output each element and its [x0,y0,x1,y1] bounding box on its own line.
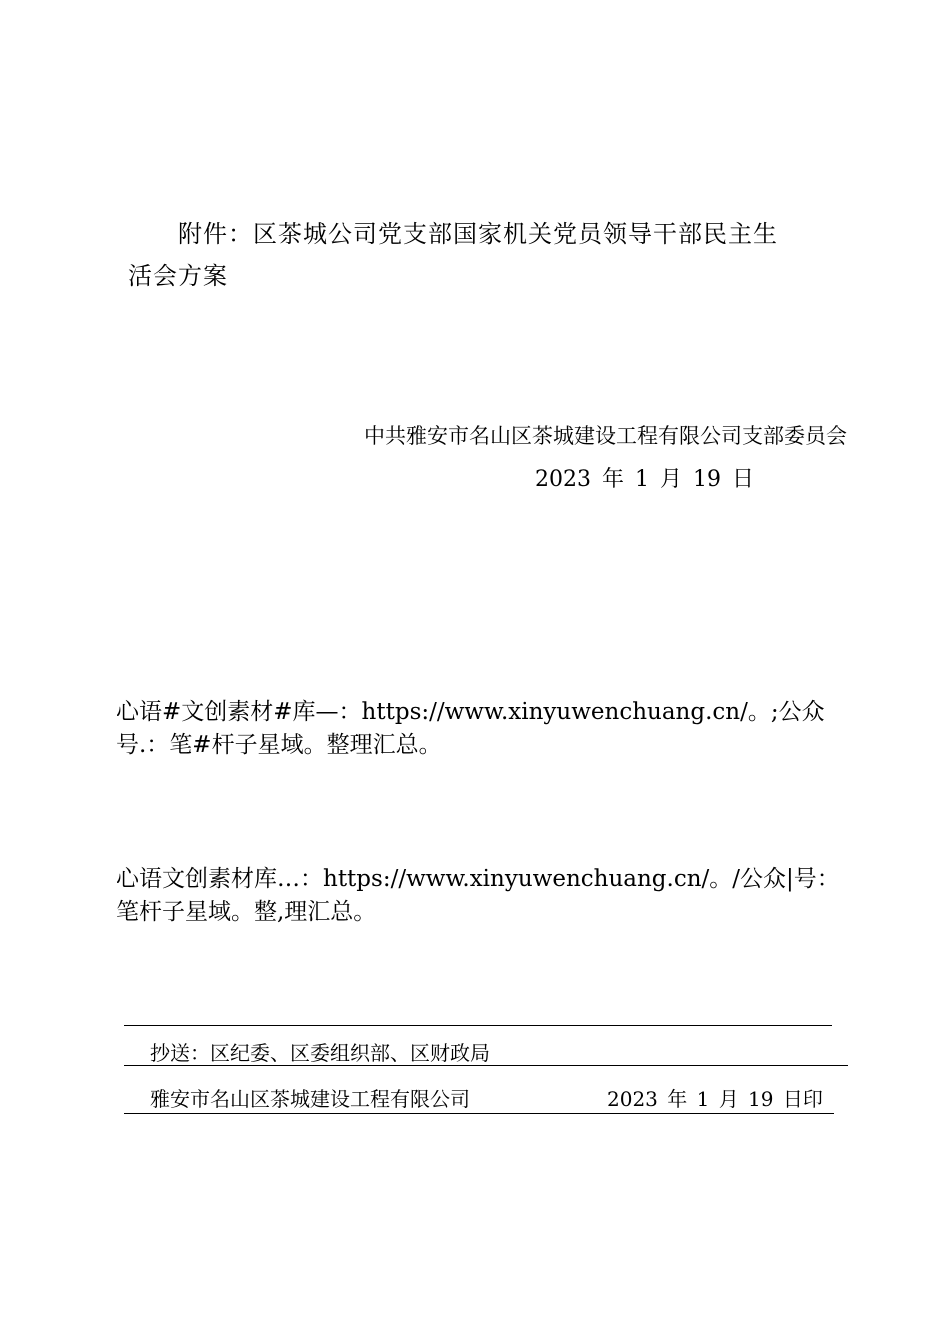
source-note-1-line-2: 号.：笔#杆子星域。整理汇总。 [116,732,442,758]
footer-bottom-rule [124,1113,834,1114]
attachment-title-line-1: 附件：区茶城公司党支部国家机关党员领导干部民主生 [178,220,778,248]
footer-top-rule [124,1025,832,1026]
attachment-title-line-2: 活会方案 [128,262,228,290]
printing-organization: 雅安市名山区茶城建设工程有限公司 [150,1087,470,1111]
source-note-2-line-1: 心语文创素材库…：https://www.xinyuwenchuang.cn/。/公众|号： [116,866,840,892]
print-date: 2023 年 1 月 19 日印 [607,1087,823,1111]
footer-middle-rule [124,1065,848,1066]
source-note-2-line-2: 笔杆子星域。整,理汇总。 [116,899,377,925]
cc-recipients: 抄送：区纪委、区委组织部、区财政局 [150,1041,490,1065]
source-note-1-line-1: 心语#文创素材#库—：https://www.xinyuwenchuang.cn/。;公众 [116,699,825,725]
signing-organization: 中共雅安市名山区茶城建设工程有限公司支部委员会 [364,424,847,448]
signing-date: 2023 年 1 月 19 日 [535,467,754,492]
